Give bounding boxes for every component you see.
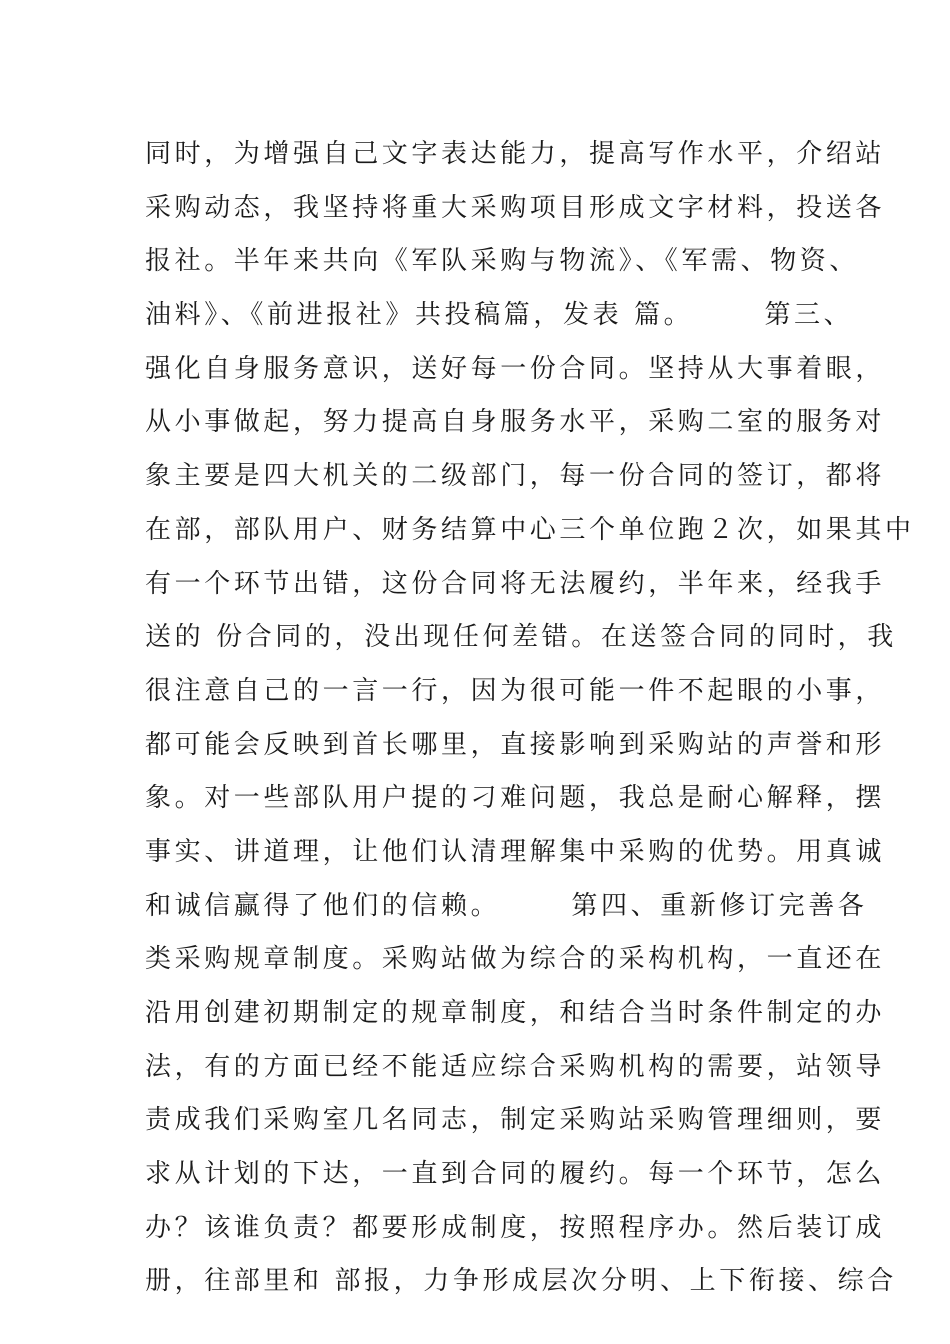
text-line: 采购动态，我坚持将重大采购项目形成文字材料，投送各 [145, 192, 886, 223]
text-line: 强化自身服务意识，送好每一份合同。坚持从大事着眼， [145, 353, 886, 384]
text-line: 象主要是四大机关的二级部门，每一份合同的签订，都将 [145, 461, 886, 492]
text-line: 办？该谁负责？都要形成制度，按照程序办。然后装订成 [145, 1212, 886, 1243]
text-line: 事实、讲道理，让他们认清理解集中采购的优势。用真诚 [145, 836, 886, 867]
text-line: 责成我们采购室几名同志，制定采购站采购管理细则，要 [145, 1105, 886, 1136]
text-line: 求从计划的下达，一直到合同的履约。每一个环节，怎么 [145, 1159, 886, 1190]
text-line: 同时，为增强自己文字表达能力，提高写作水平，介绍站 [145, 139, 886, 169]
text-line: 油料》、《前进报社》共投稿篇，发表 篇。 第三、 [145, 300, 854, 331]
text-line: 很注意自己的一言一行，因为很可能一件不起眼的小事， [145, 675, 886, 706]
text-line: 都可能会反映到首长哪里，直接影响到采购站的声誉和形 [145, 729, 886, 760]
text-line: 从小事做起，努力提高自身服务水平，采购二室的服务对 [145, 407, 886, 438]
text-line: 在部，部队用户、财务结算中心三个单位跑２次，如果其中 [145, 514, 915, 545]
body-text [145, 128, 915, 1309]
text-line: 沿用创建初期制定的规章制度，和结合当时条件制定的办 [145, 998, 886, 1028]
text-line: 送的 份合同的，没出现任何差错。在送签合同的同时，我 [145, 622, 897, 653]
text-line: 法，有的方面已经不能适应综合采购机构的需要，站领导 [145, 1051, 886, 1082]
text-line: 报社。半年来共向《军队采购与物流》、《军需、物资、 [145, 246, 860, 277]
text-line: 象。对一些部队用户提的刁难问题，我总是耐心解释，摆 [145, 783, 886, 814]
text-line: 册，往部里和 部报，力争形成层次分明、上下衔接、综合 [145, 1266, 897, 1297]
text-line: 和诚信赢得了他们的信赖。 第四、重新修订完善各 [145, 890, 868, 921]
text-line: 有一个环节出错，这份合同将无法履约，半年来，经我手 [145, 568, 886, 599]
text-line: 类采购规章制度。采购站做为综合的采构机构，一直还在 [145, 944, 886, 975]
